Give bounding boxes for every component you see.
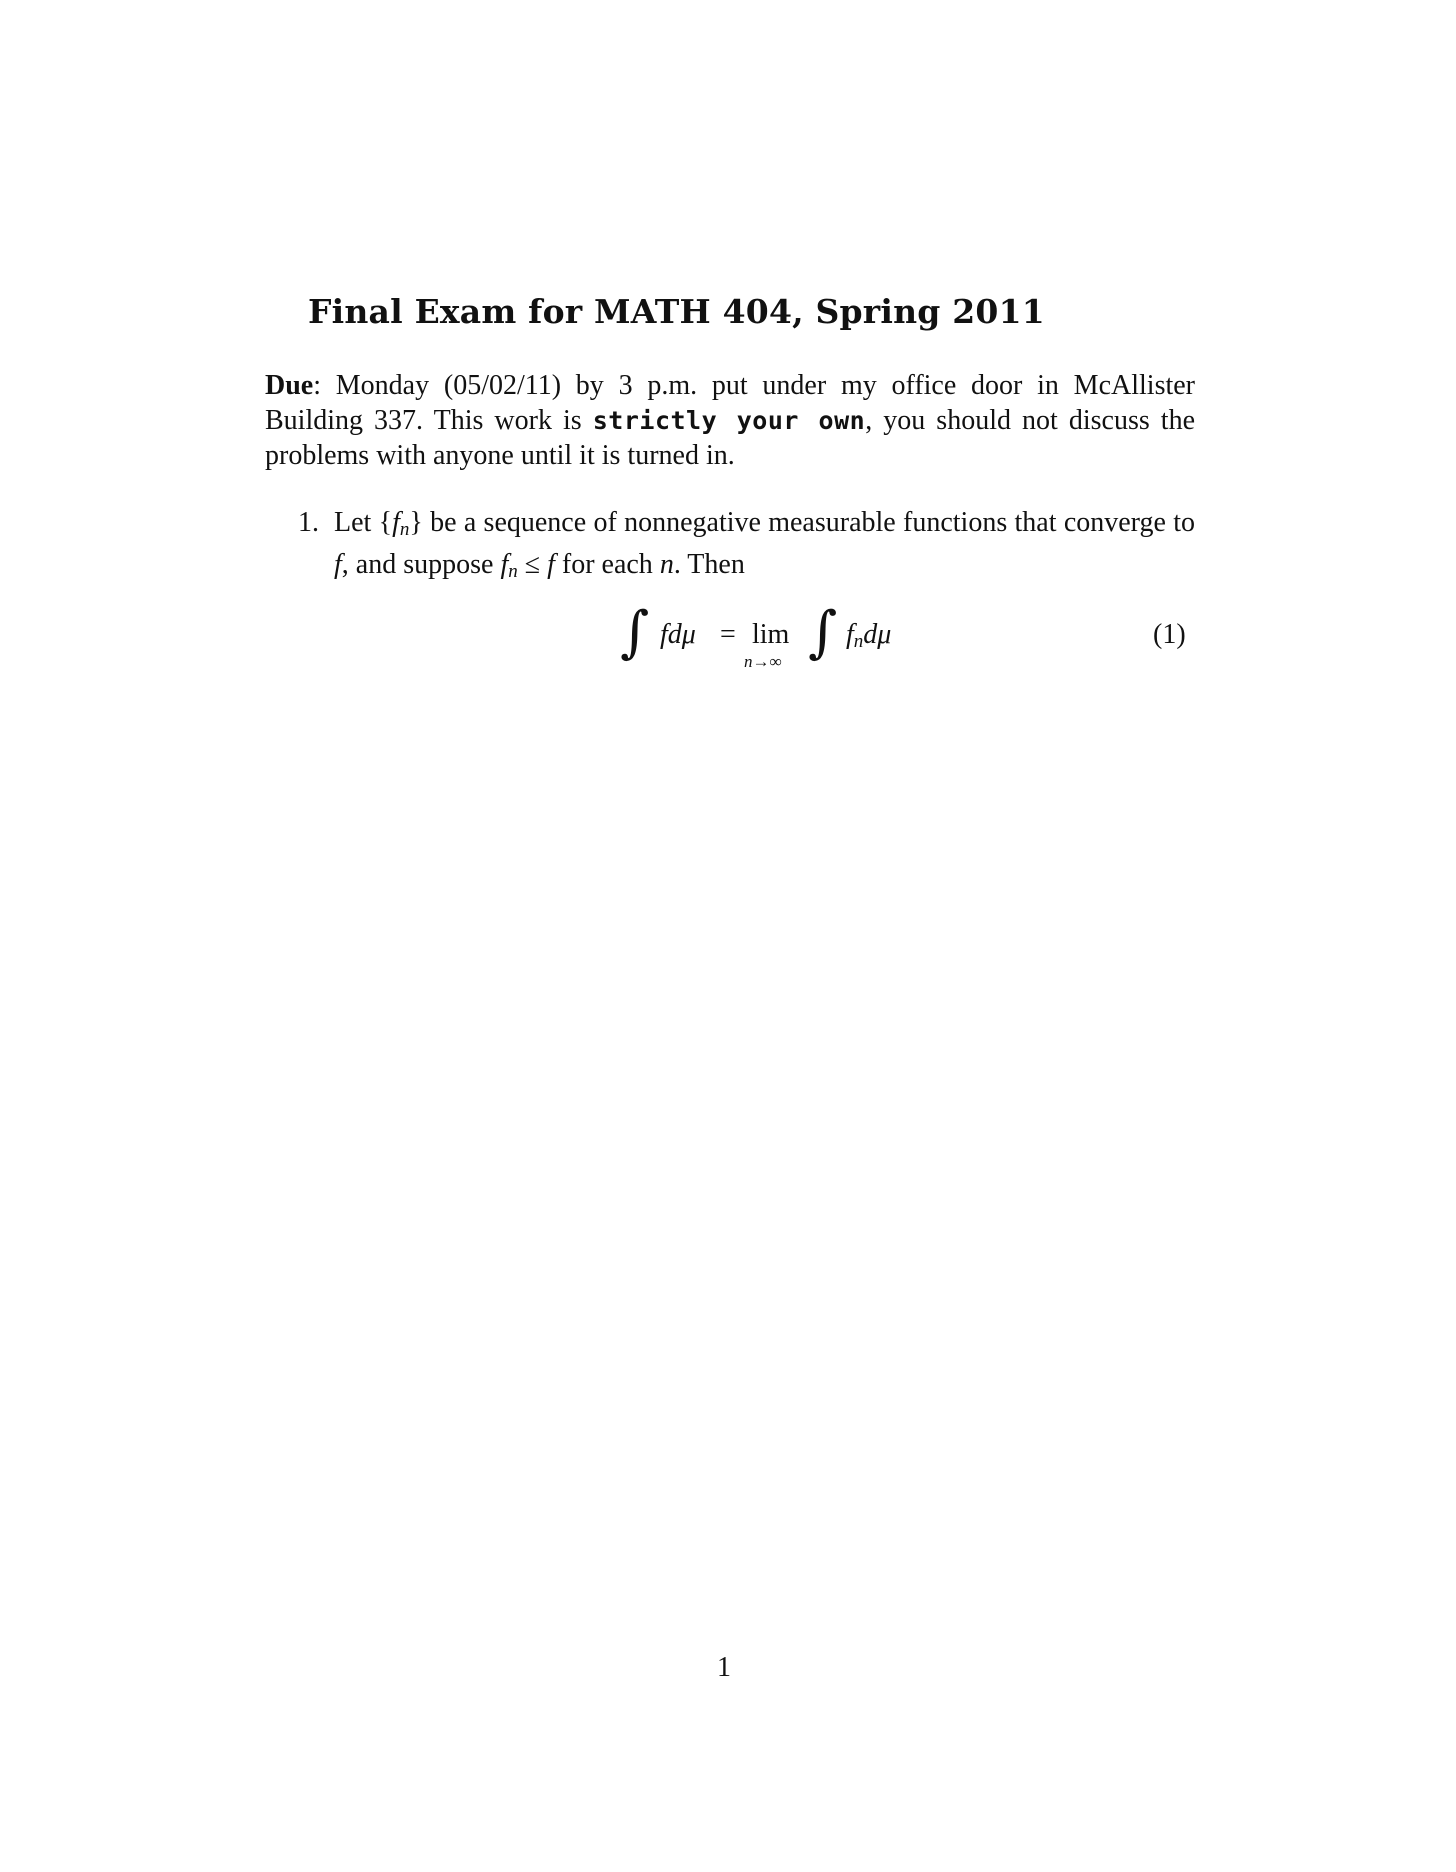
page-title: Final Exam for MATH 404, Spring 2011	[308, 292, 1045, 331]
problem-number: 1.	[298, 507, 319, 538]
problem-text-e: . Then	[673, 549, 745, 580]
problem-text-a: Let {	[334, 507, 393, 538]
math-dmu: dμ	[863, 619, 892, 650]
math-sub-n: n	[508, 561, 518, 582]
math-f: f	[547, 549, 555, 580]
math-leq: ≤	[517, 549, 548, 580]
page-number: 1	[717, 1652, 731, 1683]
left-integrand: fdμ	[660, 619, 696, 650]
due-label: Due	[265, 370, 314, 401]
math-n: n	[659, 549, 674, 580]
math-sub-n: n	[399, 519, 410, 540]
due-text-1: : Monday (05/02/11) by 3 p.m. put under my office door in McAllister Building 337. This work is	[265, 370, 1195, 436]
right-integrand	[846, 619, 891, 653]
equation-number: (1)	[1153, 619, 1186, 650]
due-text-2: , you should not discuss the problems with anyone until it is turned in.	[265, 405, 1196, 471]
math-f: f	[500, 549, 509, 580]
integral-sign: ∫	[808, 600, 838, 665]
due-emphasis: strictly your own	[592, 406, 866, 435]
problem-body	[334, 505, 1195, 589]
problem-text-d: for each	[554, 549, 660, 580]
math-f: f	[846, 619, 854, 650]
limit-operator: lim	[752, 619, 790, 650]
limit-subscript: n→∞	[744, 652, 782, 671]
equation-1	[620, 600, 920, 675]
problem-1	[298, 505, 1195, 589]
due-paragraph	[265, 368, 1195, 473]
problem-text-b: } be a sequence of nonnegative measurable functions that converge to	[409, 507, 1196, 538]
integral-sign: ∫	[620, 600, 650, 665]
math-f: f	[334, 549, 342, 580]
problem-text-c: , and suppose	[341, 549, 501, 580]
equals-sign: =	[720, 619, 736, 650]
math-f: f	[392, 507, 400, 538]
math-sub-n: n	[853, 631, 864, 652]
